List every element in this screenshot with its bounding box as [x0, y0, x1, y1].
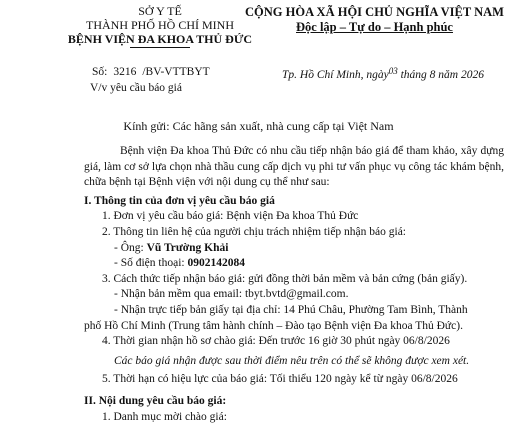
issuer-block	[60, 4, 260, 48]
section-1-item-1: 1. Đơn vị yêu cầu báo giá: Bệnh viện Đa khoa Thủ Đức	[84, 209, 504, 225]
late-submission-note: Các báo giá nhận được sau thời điểm nêu trên có thể sẽ không được xem xét.	[84, 354, 504, 370]
address-line-1: - Nhận trực tiếp bản giấy tại địa chỉ: 14 Phú Châu, Phường Tam Bình, Thành	[84, 303, 504, 319]
contact-phone-line	[84, 256, 504, 272]
email-line	[84, 287, 504, 303]
contact-name-line	[84, 241, 504, 257]
issuer-department: SỞ Y TẾ	[60, 4, 260, 18]
date-day: 03	[389, 66, 398, 76]
issuer-city: THÀNH PHỐ HỒ CHÍ MINH	[60, 18, 260, 32]
national-header	[232, 5, 517, 35]
intro-paragraph: Bệnh viện Đa khoa Thủ Đức có nhu cầu tiếp nhận báo giá để tham khảo, xây dựng giá, làm cơ sở lựa chọn nhà thầu cung cấp dịch vụ phi tư vấn phục vụ công tác khám bệnh, chữa bệnh tại Bệnh viện với nội dung cụ thể như sau:	[84, 144, 504, 191]
doc-number-suffix: /BV-VTTBYT	[142, 66, 209, 78]
section-2-item-1: 1. Danh mục mời chào giá:	[84, 410, 504, 425]
contact-phone-label: - Số điện thoại:	[114, 257, 187, 269]
section-1-item-2: 2. Thông tin liên hệ của người chịu trách nhiệm tiếp nhận báo giá:	[84, 225, 504, 241]
contact-name: Vũ Trường Khải	[147, 242, 229, 254]
document-subject: V/v yêu cầu báo giá	[90, 82, 182, 94]
document-body	[84, 144, 504, 425]
doc-number-label: Số:	[92, 66, 107, 78]
date-rest: tháng 8 năm 2026	[401, 69, 484, 81]
email-label: - Nhận bản mềm qua email:	[114, 288, 245, 300]
document-number	[92, 66, 210, 78]
recipient-line: Kính gửi: Các hãng sản xuất, nhà cung cấp tại Việt Nam	[0, 119, 517, 134]
section-2-title: II. Nội dung yêu cầu báo giá:	[84, 394, 504, 410]
contact-phone: 0902142084	[187, 257, 245, 269]
email-address: tbyt.bvtd@gmail.com.	[245, 288, 349, 300]
contact-name-label: - Ông:	[114, 242, 147, 254]
section-1-title: I. Thông tin của đơn vị yêu cầu báo giá	[84, 194, 504, 210]
doc-number-value: 3216	[113, 66, 136, 78]
address-line-2: phố Hồ Chí Minh (Trung tâm hành chính – Đào tạo Bệnh viện Đa khoa Thủ Đức).	[84, 319, 504, 335]
section-1-item-5: 5. Thời hạn có hiệu lực của báo giá: Tối thiểu 120 ngày kể từ ngày 06/8/2026	[84, 372, 504, 388]
section-1-item-4: 4. Thời gian nhận hồ sơ chào giá: Đến trước 16 giờ 30 phút ngày 06/8/2026	[84, 334, 504, 350]
issuer-hospital: BỆNH VIỆN ĐA KHOA THỦ ĐỨC	[60, 32, 260, 46]
national-motto: Độc lập – Tự do – Hạnh phúc	[232, 20, 517, 35]
issuer-underline	[130, 47, 190, 48]
section-1-item-3: 3. Cách thức tiếp nhận báo giá: gửi đồng thời bản mềm và bản cứng (bản giấy).	[84, 272, 504, 288]
country-name: CỘNG HÒA XÃ HỘI CHỦ NGHĨA VIỆT NAM	[232, 5, 517, 20]
document-date	[282, 66, 484, 81]
date-prefix: Tp. Hồ Chí Minh, ngày	[282, 69, 389, 81]
